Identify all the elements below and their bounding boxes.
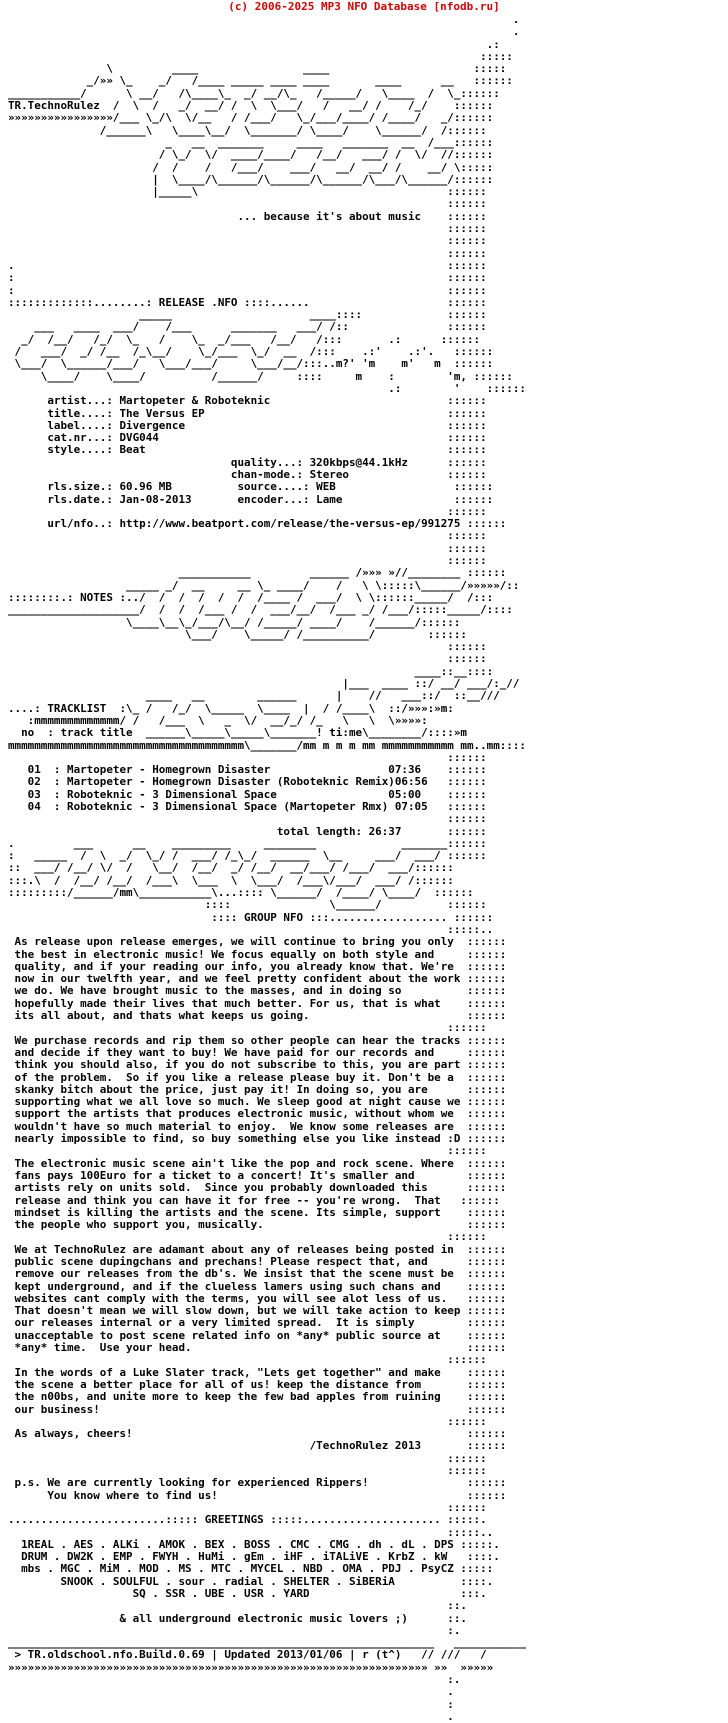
nfo-line: ::::::	[8, 640, 487, 654]
nfo-line: mmmmmmmmmmmmmmmmmmmmmmmmmmmmmmmmmmmm\_______/mm m m m mm mmmmmmmmmmm mm..mm::::	[8, 738, 526, 752]
nfo-line: You know where to find us! ::::::	[8, 1488, 507, 1502]
nfo-line: 02 : Martopeter - Homegrown Disaster (Roboteknic Remix)06:56 ::::::	[8, 775, 487, 789]
nfo-line: ::::::	[8, 652, 487, 666]
nfo-line: |_____\ ::::::	[8, 185, 487, 199]
nfo-line: 03 : Roboteknic - 3 Dimensional Space 05:00 ::::::	[8, 787, 487, 801]
nfo-line: »»»»»»»»»»»»»»»»»»»»»»»»»»»»»»»»»»»»»»»»»»»»»»»»»»»»»»»»»»»»»»»» »» »»»»»	[8, 1660, 494, 1674]
site-credit-banner: (c) 2006-2025 MP3 NFO Database [nfodb.ru]	[228, 0, 500, 13]
nfo-line: total length: 26:37 ::::::	[8, 824, 487, 838]
nfo-line: the scene a better place for all of us! keep the distance from ::::::	[8, 1377, 507, 1391]
nfo-line: :::::..	[8, 1525, 494, 1539]
nfo-line: ::::::	[8, 222, 487, 236]
nfo-line: ___________ ______ /»»» »//________ ::::::	[8, 566, 507, 580]
nfo-line: public scene dupingchans and prechans! Please respect that, and ::::::	[8, 1254, 507, 1268]
nfo-line: ::::::	[8, 1230, 487, 1244]
nfo-line: now in our twelfth year, and we feel pretty confident about the work ::::::	[8, 972, 507, 986]
nfo-line: .:	[8, 37, 500, 51]
nfo-line: . ___ __ _________ ________ _______::::::	[8, 836, 487, 850]
nfo-line: /TechnoRulez 2013 ::::::	[8, 1439, 507, 1453]
nfo-line: ........................::::: GREETINGS :::::..................... :::::.	[8, 1513, 487, 1527]
nfo-line: p.s. We are currently looking for experienced Rippers! ::::::	[8, 1476, 507, 1490]
nfo-line: :.	[8, 1623, 461, 1637]
nfo-line: ____________________/ / / /___ / / ___/__/ /___ _/ /___/:::::_____/::::	[8, 603, 513, 617]
nfo-line: ::::::	[8, 541, 487, 555]
nfo-line: rls.date.: Jan-08-2013 encoder...: Lame ::::::	[8, 492, 494, 506]
nfo-line: :.	[8, 1673, 461, 1687]
nfo-line: _____ ____:::: ::::::	[8, 308, 487, 322]
nfo-line: SQ . SSR . UBE . USR . YARD :::.	[8, 1587, 487, 1600]
nfo-line: SNOOK . SOULFUL . sour . radial . SHELTER . SiBERiA ::::.	[8, 1574, 494, 1588]
nfo-line: cat.nr...: DVG044 ::::::	[8, 431, 487, 445]
nfo-line: _/»» \_ _/ /____ _____ ____ ____ ____ __ ::::::	[8, 74, 513, 88]
nfo-line: and decide if they want to buy! We have paid for our records and ::::::	[8, 1045, 507, 1059]
nfo-line: websites cant comply with the terms, you will see alot less of us. ::::::	[8, 1291, 507, 1305]
nfo-line: ::.	[8, 1599, 467, 1613]
nfo-line: In the words of a Luke Slater track, "Lets get together" and make ::::::	[8, 1365, 507, 1379]
nfo-line: ::::::	[8, 1144, 487, 1158]
nfo-line: mbs . MGC . MiM . MOD . MS . MTC . MYCEL . NBD . OMA . PDJ . PsyCZ :::::	[8, 1562, 494, 1576]
nfo-line: : ::::::	[8, 283, 487, 297]
nfo-line: \____/ \____/ /______/ :::: m : 'm, ::::::	[8, 369, 513, 383]
nfo-line: wouldn't have so much material to enjoy. We know some releases are ::::::	[8, 1119, 507, 1133]
nfo-line: our business! ::::::	[8, 1402, 507, 1416]
nfo-line: no : track title ______\_____\_____\_______! ti:me\________/::::»m	[8, 726, 467, 740]
nfo-line: ....: TRACKLIST :\_ / /_/ \_____ \____ | / /____\ ::/»»»:»m:	[8, 701, 454, 715]
nfo-line: ____::__::::	[8, 664, 494, 678]
nfo-line: of the problem. So if you like a release please buy it. Don't be a ::::::	[8, 1070, 507, 1084]
nfo-line: _____ _/ __ __ \_ ____/ / \ \:::::\______/»»»»»/::	[8, 578, 520, 592]
nfo-line: artists rely on units sold. Since you probably downloaded this ::::::	[8, 1181, 507, 1195]
nfo-line: its all about, and thats what keeps us going. ::::::	[8, 1009, 507, 1023]
nfo-line: ___________/ \ __/ /\____\_ _/ __/\_ /_____/ \____ / \_::::::	[8, 86, 500, 100]
nfo-line: artist...: Martopeter & Roboteknic ::::::	[8, 394, 487, 408]
nfo-line: style....: Beat ::::::	[8, 443, 487, 457]
nfo-line: _________________________________________________________________ ___________	[8, 1636, 526, 1650]
nfo-line: That doesn't mean we will slow down, but we will take action to keep ::::::	[8, 1304, 507, 1318]
nfo-line: : _____ / \ _/ \_/ / ___/ /_\_/ ______ \__ ___/ ___/ ::::::	[8, 849, 487, 863]
nfo-line: _/ /__/ /_/ \_ / \_ _/___ /__/ /::: .: ::::::	[8, 332, 481, 346]
nfo-line: ::::::	[8, 750, 487, 764]
nfo-line: chan-mode.: Stereo ::::::	[8, 467, 487, 481]
nfo-line: we do. We have brought music to the masses, and in doing so ::::::	[8, 984, 507, 998]
nfo-line: :::: GROUP NFO :::.................. ::::::	[8, 910, 494, 924]
nfo-line: | \____/\______/\______/\______/\___/\______/::::::	[8, 172, 494, 186]
nfo-line: ::::::	[8, 812, 487, 826]
nfo-line: support the artists that produces electronic music, without whom we ::::::	[8, 1107, 507, 1121]
nfo-line: ... because it's about music ::::::	[8, 209, 487, 223]
nfo-line: nearly impossible to find, so buy something else you like instead :D ::::::	[8, 1132, 507, 1146]
nfo-line: _ __ _______ ____ _______ __ /___::::::	[8, 135, 494, 149]
nfo-line: release and think you can have it for free -- you're wrong. That ::::::	[8, 1193, 500, 1207]
nfo-line: :::.\ / /__/ /__/ /___\ \___ \ \___/ /___\/___/ ___/ /::::::	[8, 873, 454, 887]
nfo-line: the n00bs, and unite more to keep the few bad apples from ruining ::::::	[8, 1390, 507, 1404]
nfo-line: ::::::	[8, 1353, 487, 1367]
nfo-line: 01 : Martopeter - Homegrown Disaster 07:36 ::::::	[8, 763, 487, 777]
nfo-line: .	[8, 13, 520, 26]
nfo-line: ::::::	[8, 529, 487, 543]
nfo-line: ::::::::.: NOTES :../ / / / / / /____ / ___/ \ \::::::_____/ /:::	[8, 590, 494, 604]
nfo-line: supporting what we all love so much. We sleep good at night cause we ::::::	[8, 1095, 507, 1109]
nfo-line: DRUM . DW2K . EMP . FWYH . HuMi . gEm . iHF . iTALiVE . KrbZ . kW ::::.	[8, 1550, 500, 1564]
nfo-line: .	[8, 1709, 454, 1723]
nfo-line: . ::::::	[8, 258, 487, 272]
nfo-line: & all underground electronic music lovers ;) ::.	[8, 1611, 467, 1625]
nfo-line: quality, and if your reading our info, you already know that. We're ::::::	[8, 959, 507, 973]
nfo-line: the best in electronic music! We focus equally on both style and ::::::	[8, 947, 507, 961]
nfo-line: \ ____ ____ :::::	[8, 62, 507, 76]
nfo-line: fans pays 100Euro for a ticket to a concert! It's smaller and ::::::	[8, 1168, 507, 1182]
nfo-line: TR.TechnoRulez / \ / _/ __/ / \ \___/ / __/ / /_/ ::::::	[8, 99, 494, 113]
nfo-line: :::::..	[8, 922, 494, 936]
nfo-line: ::::::	[8, 1021, 487, 1035]
nfo-line: skanky bitch about the price, just pay it! In doing so, you are ::::::	[8, 1082, 507, 1096]
nfo-line: ::::::	[8, 234, 487, 248]
nfo-line: \____\__\_/___/\__/ /_____/ ____/ /______/::::::	[8, 615, 461, 629]
nfo-line: kept underground, and if the clueless lamers using such chans and ::::::	[8, 1279, 507, 1293]
nfo-line: 04 : Roboteknic - 3 Dimensional Space (Martopeter Rmx) 07:05 ::::::	[8, 800, 487, 813]
nfo-line: rls.size.: 60.96 MB source....: WEB ::::::	[8, 480, 494, 494]
nfo-line: ::::::	[8, 504, 487, 518]
nfo-line: ____ __ ______ | // ___::/ ::__///	[8, 689, 500, 703]
nfo-line: / / / /___/ ___/ __/ __/ / __/ \:::::	[8, 160, 494, 174]
nfo-line: \___/ \_____/ /__________/ ::::::	[8, 627, 467, 641]
nfo-line: think you should also, if you do not subscribe to this, you are part ::::::	[8, 1058, 507, 1072]
nfo-line: .	[8, 25, 520, 39]
nfo-line: /______\ \____\__/ \_______/ \____/ \______/ /::::::	[8, 123, 487, 137]
nfo-line: :mmmmmmmmmmmmm/ / /___ \ _ \/ __/_/ /_ \ \ \»»»»:	[8, 713, 428, 727]
nfo-line: label....: Divergence ::::::	[8, 418, 487, 432]
nfo-line: ___ ____ ___/ /___ _______ ___/ /:: ::::::	[8, 320, 487, 334]
nfo-line: :::::::::/______/mm\___________\...:::: \______/ /____/ \____/ ::::::	[8, 886, 474, 900]
nfo-ascii-document	[8, 14, 526, 1723]
nfo-line: ::::::	[8, 1451, 487, 1465]
nfo-line: url/nfo..: http://www.beatport.com/release/the-versus-ep/991275 ::::::	[8, 517, 507, 531]
nfo-line: mindset is killing the artists and the scene. Its simple, support ::::::	[8, 1205, 507, 1219]
nfo-line: ::::::	[8, 1464, 487, 1478]
nfo-line: |___ ____ ::/ __/ ___/:_//	[8, 677, 520, 691]
nfo-line: the people who support you, musically. ::::::	[8, 1218, 507, 1232]
nfo-line: ::::::	[8, 1414, 487, 1428]
nfo-line: 1REAL . AES . ALKi . AMOK . BEX . BOSS . CMC . CMG . dh . dL . DPS :::::.	[8, 1537, 500, 1551]
nfo-line: : ::::::	[8, 271, 487, 285]
nfo-line: remove our releases from the db's. We insist that the scene must be ::::::	[8, 1267, 507, 1281]
nfo-line: :: ___/ /__/ \/ / \__/ /__/ _/ /__/ __/___/ /___/ ___/::::::	[8, 861, 454, 875]
nfo-line: We purchase records and rip them so other people can hear the tracks ::::::	[8, 1033, 507, 1047]
nfo-line: hopefully made their lives that much better. For us, that is what ::::::	[8, 996, 507, 1010]
nfo-line: The electronic music scene ain't like the pop and rock scene. Where ::::::	[8, 1156, 507, 1170]
nfo-line: We at TechnoRulez are adamant about any of releases being posted in ::::::	[8, 1242, 507, 1256]
nfo-line: / ___/ _/ /__ /_\__/ \_/___ \_/ __ /::: .:' .:'. ::::::	[8, 345, 494, 359]
nfo-line: title....: The Versus EP ::::::	[8, 406, 487, 420]
nfo-line: quality...: 320kbps@44.1kHz ::::::	[8, 455, 487, 469]
nfo-line: ::::::	[8, 246, 487, 260]
nfo-line: > TR.oldschool.nfo.Build.0.69 | Updated 2013/01/06 | r (t^) // /// /	[8, 1648, 487, 1662]
nfo-line: :	[8, 1697, 454, 1711]
nfo-line: *any* time. Use your head. ::::::	[8, 1341, 507, 1355]
nfo-line: ::::::	[8, 554, 487, 568]
nfo-line: unacceptable to post scene related info on *any* public source at ::::::	[8, 1328, 507, 1342]
nfo-line: .	[8, 1685, 454, 1699]
nfo-line: As always, cheers! ::::::	[8, 1427, 507, 1441]
nfo-line: :::::	[8, 49, 513, 63]
nfo-line: :::: \______/ ::::::	[8, 898, 487, 912]
nfo-line: As release upon release emerges, we will continue to bring you only ::::::	[8, 935, 507, 949]
nfo-line: / \_/ \/ ____/____/ /__/ ___/ / \/ //::::::	[8, 148, 494, 162]
nfo-line: our releases internal or a very limited spread. It is simply ::::::	[8, 1316, 507, 1330]
nfo-line: .: ' ::::::	[8, 381, 526, 395]
nfo-line: :::::::::::::........: RELEASE .NFO ::::...... ::::::	[8, 295, 487, 309]
nfo-line: ::::::	[8, 1500, 487, 1514]
nfo-line: \___/ \______/___/ \___/___/ \___/__/:::..m?' 'm m' m ::::::	[8, 357, 494, 371]
nfo-line: ::::::	[8, 197, 487, 211]
nfo-line: »»»»»»»»»»»»»»»»/___ \_/\ \/__ / /___/ \_/___/____/ /____/ _/::::::	[8, 111, 494, 125]
